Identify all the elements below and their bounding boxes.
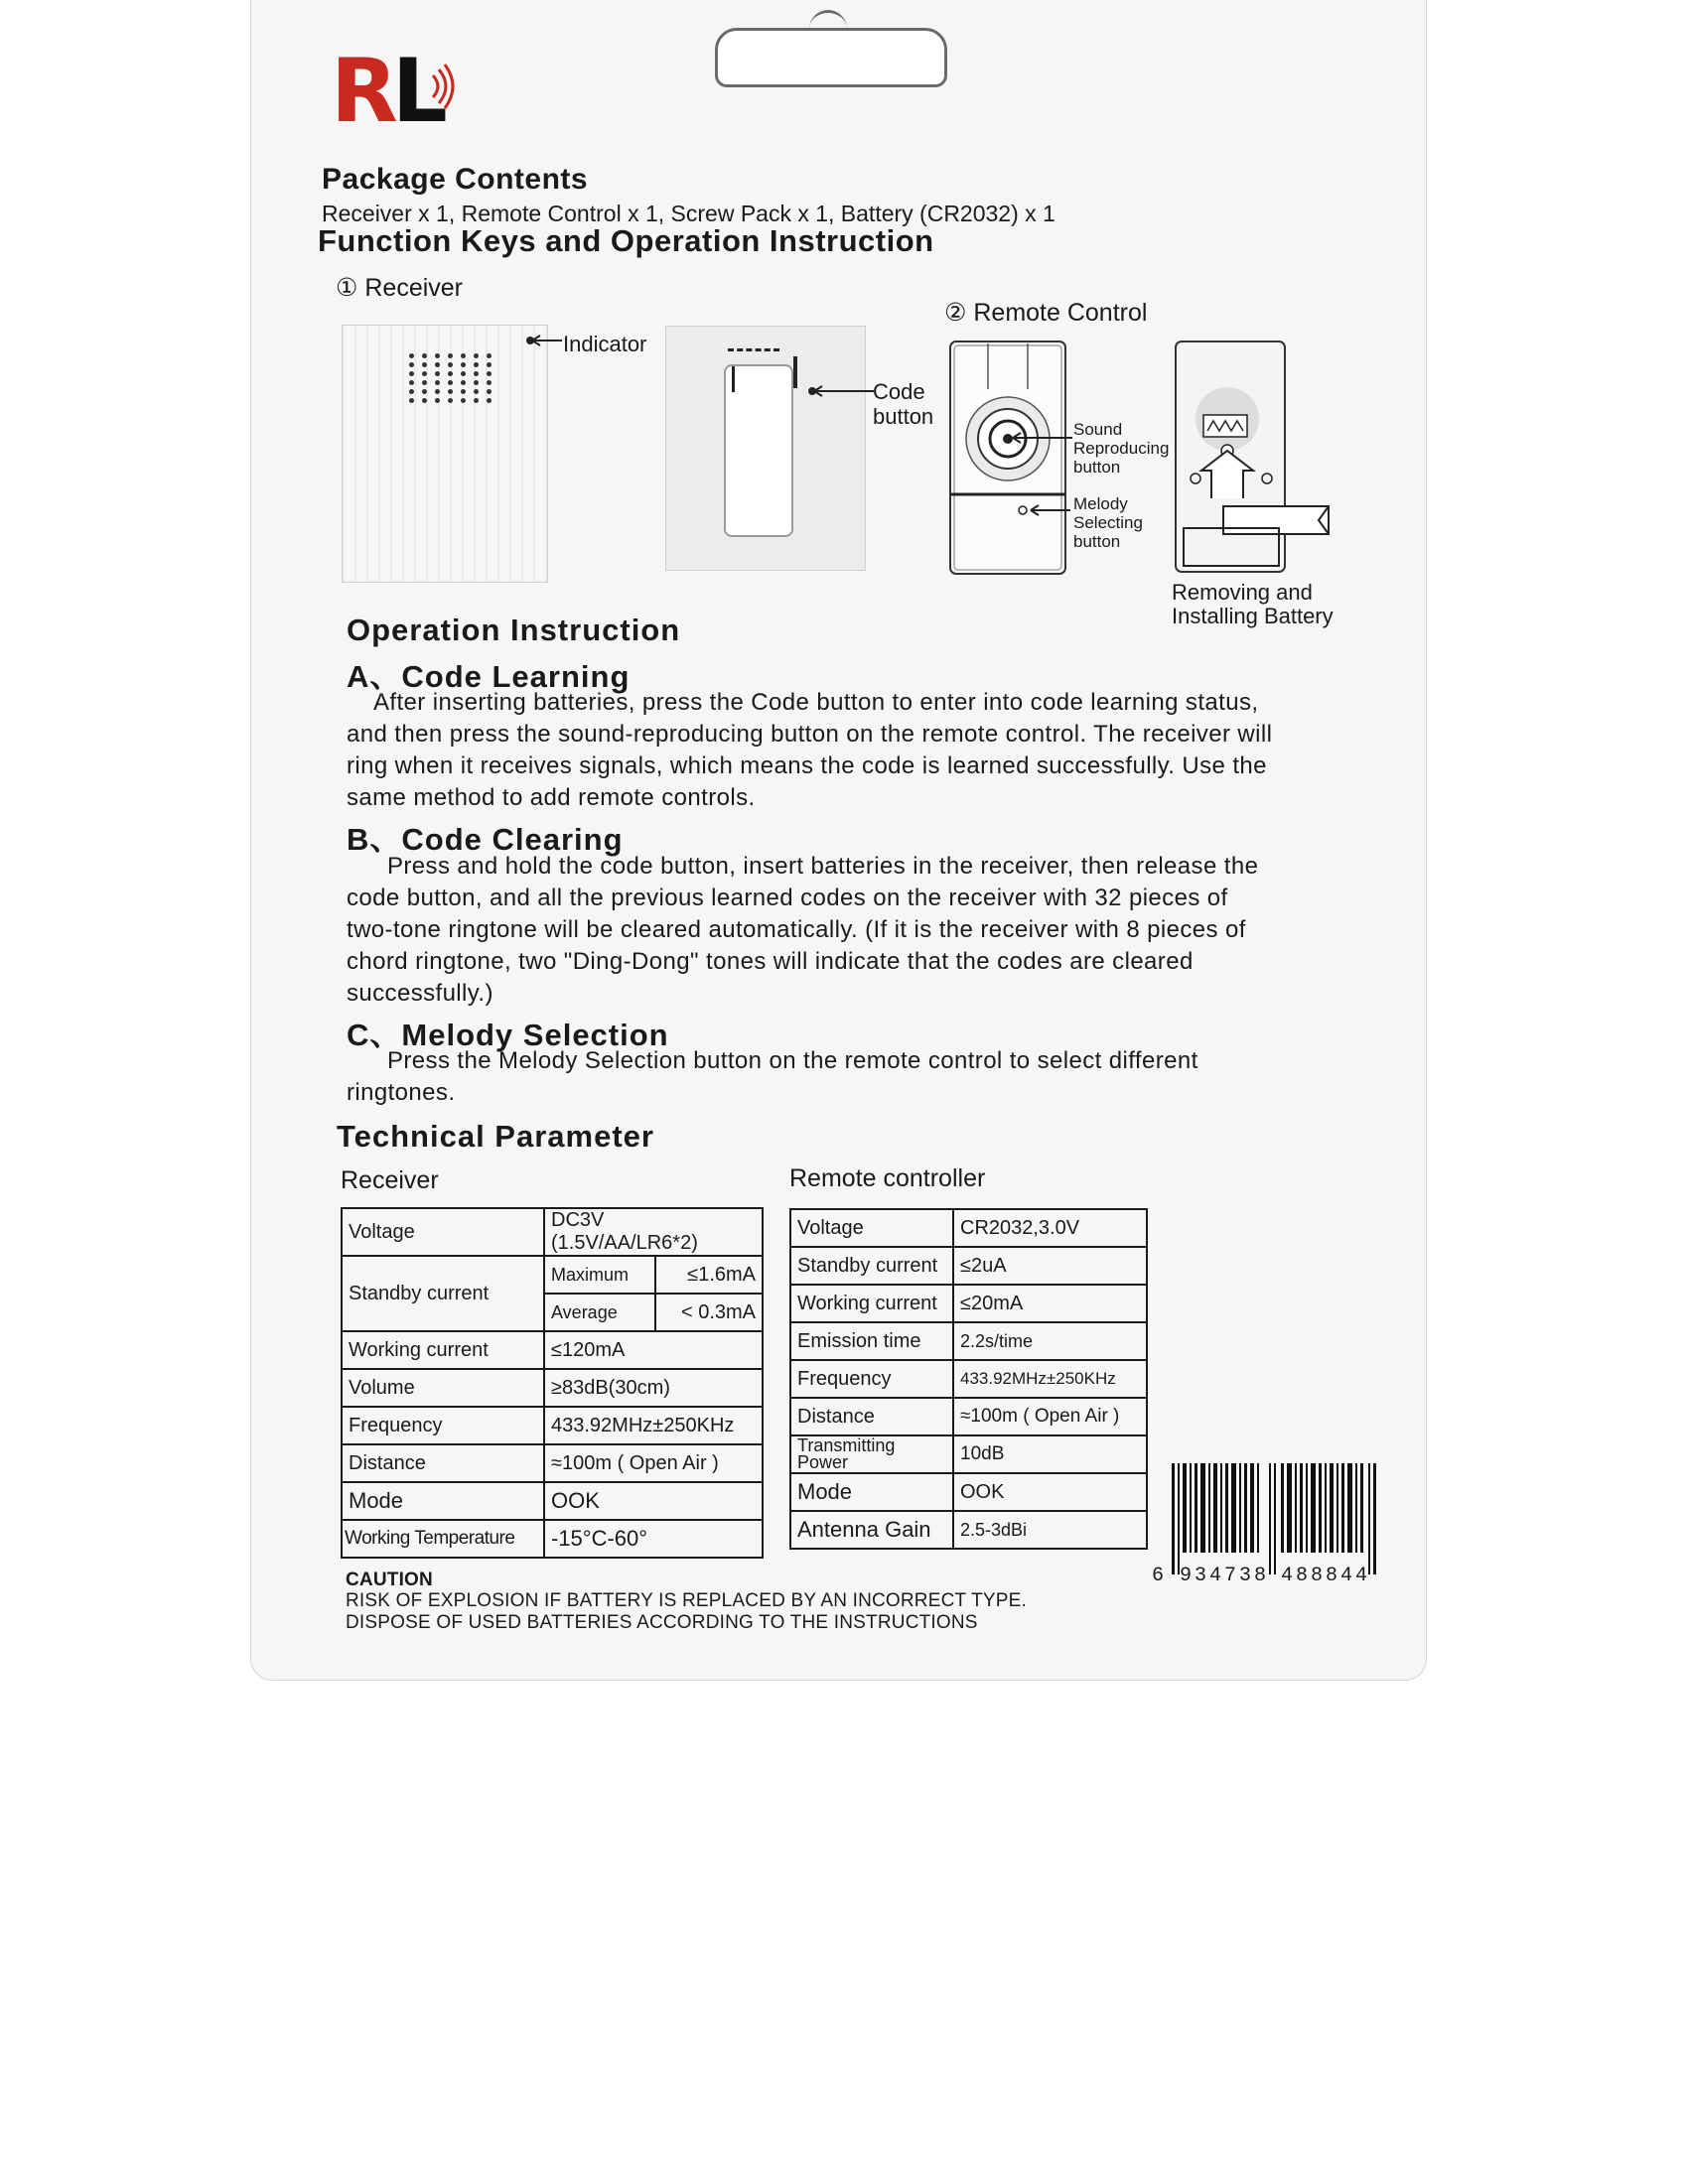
table-row [342, 1407, 763, 1444]
table-cell: Maximum [544, 1256, 655, 1294]
table-cell: Standby current [790, 1247, 953, 1285]
table-cell: ≈100m ( Open Air ) [544, 1444, 763, 1482]
table-cell: < 0.3mA [655, 1294, 763, 1331]
battery-caption-1: Removing and [1172, 580, 1313, 605]
melody-button-label-3: button [1073, 532, 1121, 551]
table-cell: Distance [790, 1398, 953, 1435]
sound-button-label-1: Sound [1073, 420, 1123, 439]
section-b-heading: B、Code Clearing [347, 822, 624, 857]
melody-button-label-1: Melody [1073, 494, 1128, 513]
remote-table-title: Remote controller [789, 1164, 986, 1192]
battery-caption-2: Installing Battery [1172, 604, 1334, 628]
table-cell: Working current [790, 1285, 953, 1322]
section-b-line-3: two-tone ringtone will be cleared automatically. (If it is the receiver with 8 pieces of [347, 916, 1246, 943]
signal-waves-icon [429, 64, 459, 109]
section-a-heading: A、Code Learning [347, 659, 631, 694]
table-cell: OOK [544, 1482, 763, 1520]
table-cell: 433.92MHz±250KHz [544, 1407, 763, 1444]
receiver-back-image [665, 326, 866, 571]
table-row [790, 1473, 1147, 1511]
barcode-left-digits: 934738 [1180, 1565, 1270, 1587]
table-cell: -15°C-60° [544, 1520, 763, 1558]
section-c-heading: C、Melody Selection [347, 1018, 669, 1052]
receiver-front-image [342, 325, 548, 583]
tech-title: Technical Parameter [337, 1119, 654, 1154]
section-b-line-4: chord ringtone, two "Ding-Dong" tones will indicate that the codes are cleared [347, 948, 1194, 975]
barcode [1172, 1463, 1376, 1574]
clip-mark [732, 366, 735, 392]
caution-line-1: RISK OF EXPLOSION IF BATTERY IS REPLACED BY AN INCORRECT TYPE. [346, 1590, 1028, 1611]
table-cell: Emission time [790, 1322, 953, 1360]
table-row [342, 1520, 763, 1558]
caution-line-2: DISPOSE OF USED BATTERIES ACCORDING TO THE INSTRUCTIONS [346, 1612, 978, 1633]
section-c-line-2: ringtones. [347, 1079, 456, 1106]
function-title: Function Keys and Operation Instruction [318, 223, 934, 258]
table-cell: Mode [342, 1482, 544, 1520]
code-arrow-icon [806, 382, 876, 402]
indicator-label: Indicator [563, 332, 647, 356]
table-cell: Antenna Gain [790, 1511, 953, 1549]
table-cell: ≈100m ( Open Air ) [953, 1398, 1147, 1435]
sound-arrow-icon [1011, 429, 1074, 449]
section-a-line-4: same method to add remote controls. [347, 784, 756, 811]
table-cell: CR2032,3.0V [953, 1209, 1147, 1247]
table-cell: Frequency [342, 1407, 544, 1444]
remote-spec-table [789, 1208, 1148, 1550]
table-row [790, 1360, 1147, 1398]
table-row [790, 1435, 1147, 1473]
back-marks [728, 348, 779, 359]
table-row [342, 1482, 763, 1520]
caution-title: CAUTION [346, 1570, 433, 1590]
section-b-line-1: Press and hold the code button, insert batteries in the receiver, then release the [387, 853, 1259, 880]
section-a-line-3: ring when it receives signals, which means the code is learned successfully. Use the [347, 752, 1267, 779]
table-cell: OOK [953, 1473, 1147, 1511]
table-cell: ≥83dB(30cm) [544, 1369, 763, 1407]
table-cell: Distance [342, 1444, 544, 1482]
table-row [790, 1209, 1147, 1247]
sound-button-label-3: button [1073, 458, 1121, 477]
table-row [790, 1398, 1147, 1435]
section-a-line-2: and then press the sound-reproducing button on the remote control. The receiver will [347, 721, 1273, 748]
package-items: Receiver x 1, Remote Control x 1, Screw Pack x 1, Battery (CR2032) x 1 [322, 201, 1055, 226]
remote-front-image [948, 340, 1067, 576]
melody-button-label-2: Selecting [1073, 513, 1143, 532]
operation-title: Operation Instruction [347, 613, 681, 647]
table-row [342, 1444, 763, 1482]
table-cell: DC3V (1.5V/AA/LR6*2) [544, 1208, 763, 1256]
table-cell: Transmitting Power [790, 1435, 953, 1473]
section-b-line-2: code button, and all the previous learned codes on the receiver with 32 pieces of [347, 885, 1228, 911]
table-cell: ≤1.6mA [655, 1256, 763, 1294]
table-row [790, 1285, 1147, 1322]
table-row [790, 1511, 1147, 1549]
indicator-arrow-icon [524, 332, 564, 351]
code-button-label-2: button [873, 404, 934, 429]
table-cell: Working Temperature [342, 1520, 544, 1558]
table-cell: ≤20mA [953, 1285, 1147, 1322]
table-cell: 433.92MHz±250KHz [953, 1360, 1147, 1398]
table-row [790, 1322, 1147, 1360]
remote-label: ② Remote Control [944, 299, 1148, 327]
section-b-line-5: successfully.) [347, 980, 493, 1007]
table-row [790, 1247, 1147, 1285]
table-cell: ≤120mA [544, 1331, 763, 1369]
table-row [342, 1256, 763, 1294]
table-cell: Voltage [342, 1208, 544, 1256]
table-cell: 10dB [953, 1435, 1147, 1473]
table-cell: ≤2uA [953, 1247, 1147, 1285]
table-cell: Volume [342, 1369, 544, 1407]
receiver-spec-table [341, 1207, 764, 1559]
code-slot [793, 356, 797, 388]
hang-hole [715, 28, 947, 87]
table-cell: Average [544, 1294, 655, 1331]
barcode-right-digits: 488844 [1281, 1565, 1371, 1587]
receiver-table-title: Receiver [341, 1166, 439, 1194]
table-cell: 2.2s/time [953, 1322, 1147, 1360]
table-row [342, 1208, 763, 1256]
package-title: Package Contents [322, 163, 589, 196]
table-row [342, 1331, 763, 1369]
barcode-first-digit: 6 [1152, 1565, 1168, 1587]
melody-arrow-icon [1017, 501, 1072, 521]
remote-back-image [1174, 340, 1333, 578]
sound-button-label-2: Reproducing [1073, 439, 1170, 458]
table-cell: Voltage [790, 1209, 953, 1247]
table-cell: Frequency [790, 1360, 953, 1398]
speaker-grille [409, 353, 496, 403]
receiver-label: ① Receiver [336, 274, 464, 302]
table-cell: Standby current [342, 1256, 544, 1331]
brand-logo: RL [331, 40, 442, 142]
table-cell: 2.5-3dBi [953, 1511, 1147, 1549]
section-a-line-1: After inserting batteries, press the Code button to enter into code learning status, [373, 689, 1259, 716]
section-c-line-1: Press the Melody Selection button on the remote control to select different [387, 1047, 1198, 1074]
table-row [342, 1369, 763, 1407]
code-button-label-1: Code [873, 379, 925, 404]
table-cell: Working current [342, 1331, 544, 1369]
table-cell: Mode [790, 1473, 953, 1511]
